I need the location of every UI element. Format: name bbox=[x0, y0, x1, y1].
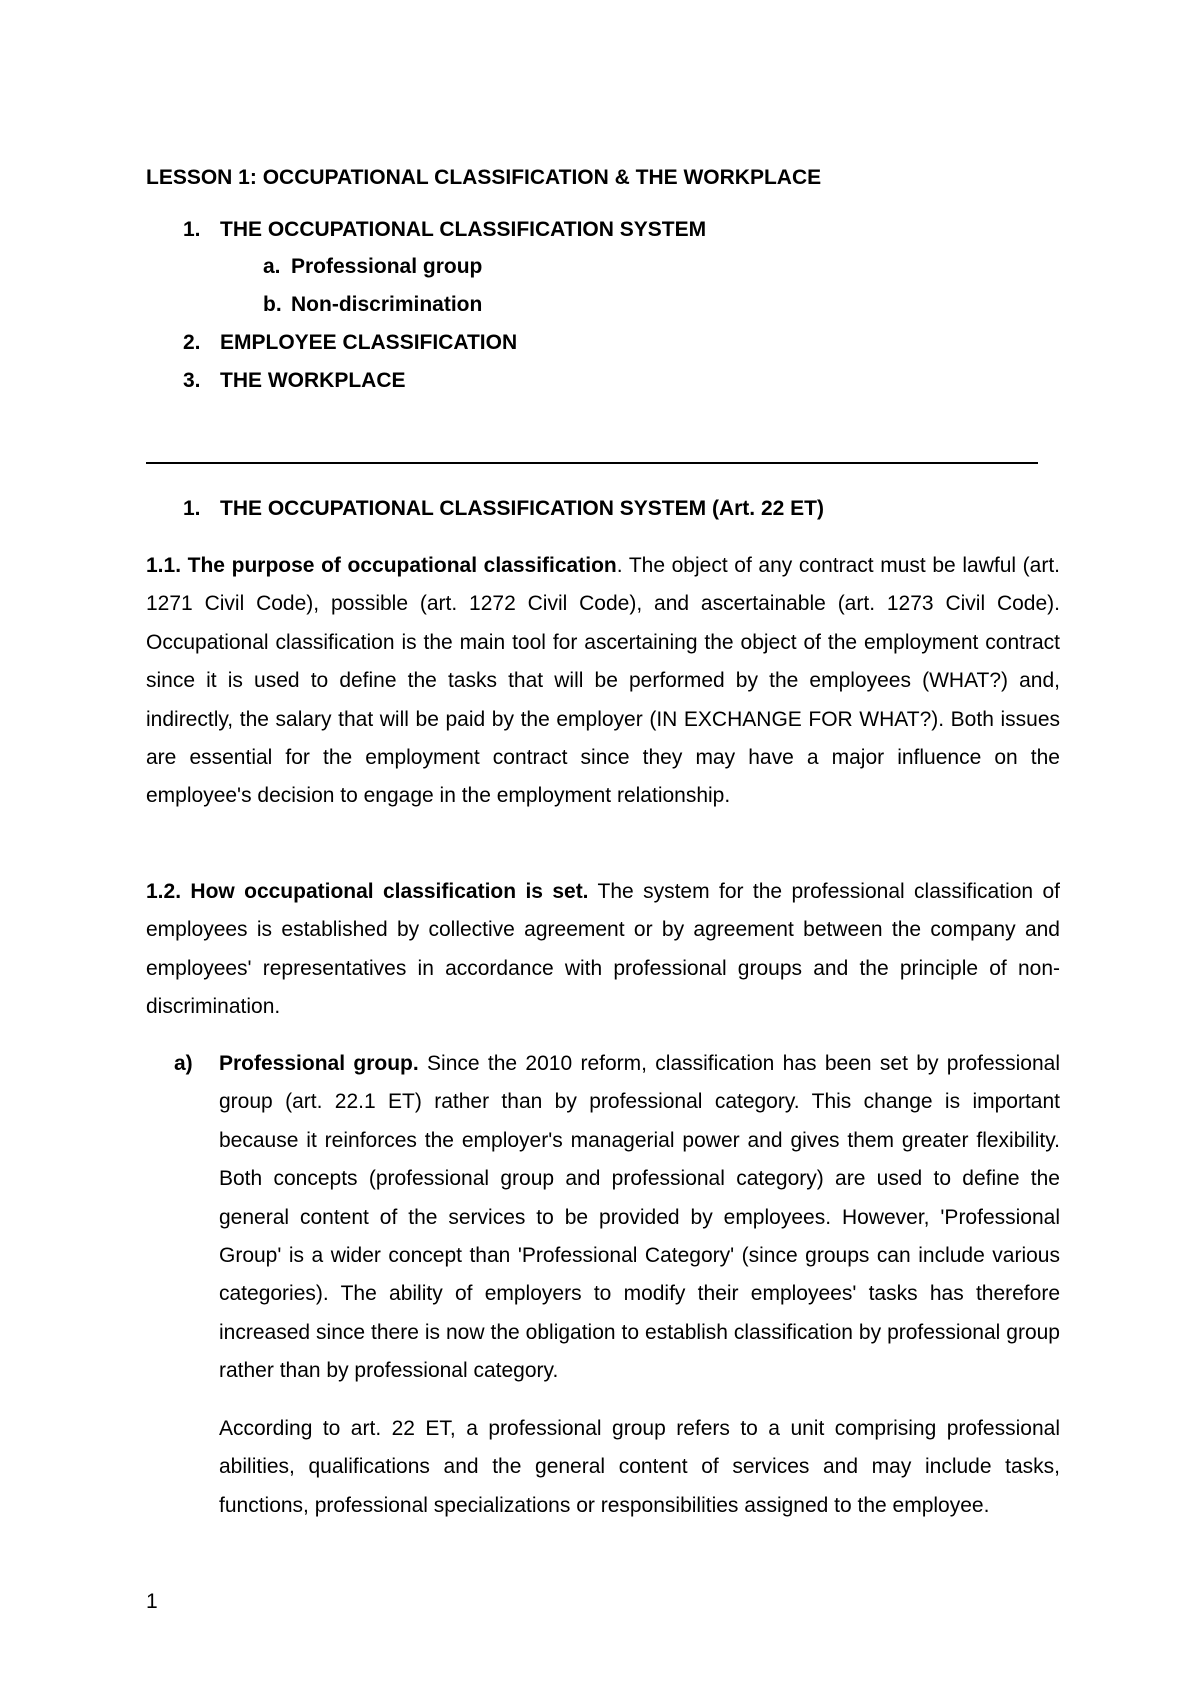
paragraph-item-a-body: Since the 2010 reform, classification has been set by professional group (art. 22.1 ET) rather than by professional category. This change is important because it reinforces the employer's managerial power and gives them greater flexibility. Both concepts (professional group and professional category) are used to define the general content of the services to be provided by employees. However, 'Professional Group' is a wider concept than 'Professional Category' (since groups can include various categories). The ability of employers to modify their employees' tasks has therefore increased since there is now the obligation to establish classification by professional group rather than by professional category. bbox=[219, 1052, 1061, 1383]
outline-item-1a bbox=[263, 255, 482, 279]
outline-item-1 bbox=[183, 218, 706, 242]
outline-item-2-number: 2. bbox=[183, 331, 201, 354]
outline-item-1-number: 1. bbox=[183, 218, 201, 241]
section-1-number: 1. bbox=[183, 497, 201, 520]
outline-item-1b-letter: b. bbox=[263, 293, 282, 316]
paragraph-1-2-lead: 1.2. How occupational classification is set. bbox=[146, 880, 589, 903]
paragraph-1-2 bbox=[146, 873, 1060, 1027]
outline-item-3-label: THE WORKPLACE bbox=[220, 369, 406, 392]
outline-item-2-label: EMPLOYEE CLASSIFICATION bbox=[220, 331, 518, 354]
paragraph-1-2-body: The system for the professional classification of employees is established by collective agreement or by agreement between the company and employees' representatives in accordance with professional groups and the principle of non-discrimination. bbox=[146, 880, 1060, 1019]
outline-item-1-label: THE OCCUPATIONAL CLASSIFICATION SYSTEM bbox=[220, 218, 707, 241]
outline-item-3 bbox=[183, 369, 406, 393]
horizontal-divider bbox=[146, 462, 1038, 464]
section-1-heading bbox=[183, 497, 824, 521]
outline-item-1a-label: Professional group bbox=[291, 255, 483, 278]
paragraph-1-1 bbox=[146, 547, 1060, 816]
paragraph-item-a bbox=[219, 1045, 1060, 1391]
lesson-title: LESSON 1: OCCUPATIONAL CLASSIFICATION & THE WORKPLACE bbox=[146, 166, 822, 189]
paragraph-1-1-lead: 1.1. The purpose of occupational classification bbox=[146, 554, 617, 577]
outline-item-1b bbox=[263, 293, 482, 317]
outline-item-2 bbox=[183, 331, 517, 355]
outline-item-1b-label: Non-discrimination bbox=[291, 293, 483, 316]
paragraph-art22: According to art. 22 ET, a professional group refers to a unit comprising professional abilities, qualifications and the general content of services and may include tasks, functions, professional specializations or responsibilities assigned to the employee. bbox=[219, 1417, 1060, 1517]
item-a-label: a) bbox=[174, 1052, 193, 1075]
paragraph-item-a-lead: Professional group. bbox=[219, 1052, 419, 1075]
outline-item-1a-letter: a. bbox=[263, 255, 281, 278]
paragraph-1-1-body: . The object of any contract must be lawful (art. 1271 Civil Code), possible (art. 1272 Civil Code), and ascertainable (art. 1273 Civil Code). Occupational classification is the main tool for ascertaining the object of the employment contract since it is used to define the tasks that will be performed by the employees (WHAT?) and, indirectly, the salary that will be paid by the employer (IN EXCHANGE FOR WHAT?). Both issues are essential for the employment contract since they may have a major influence on the employee's decision to engage in the employment relationship. bbox=[146, 554, 1060, 808]
outline-item-3-number: 3. bbox=[183, 369, 201, 392]
section-1-title: THE OCCUPATIONAL CLASSIFICATION SYSTEM (Art. 22 ET) bbox=[220, 497, 824, 520]
page-number: 1 bbox=[146, 1590, 158, 1613]
